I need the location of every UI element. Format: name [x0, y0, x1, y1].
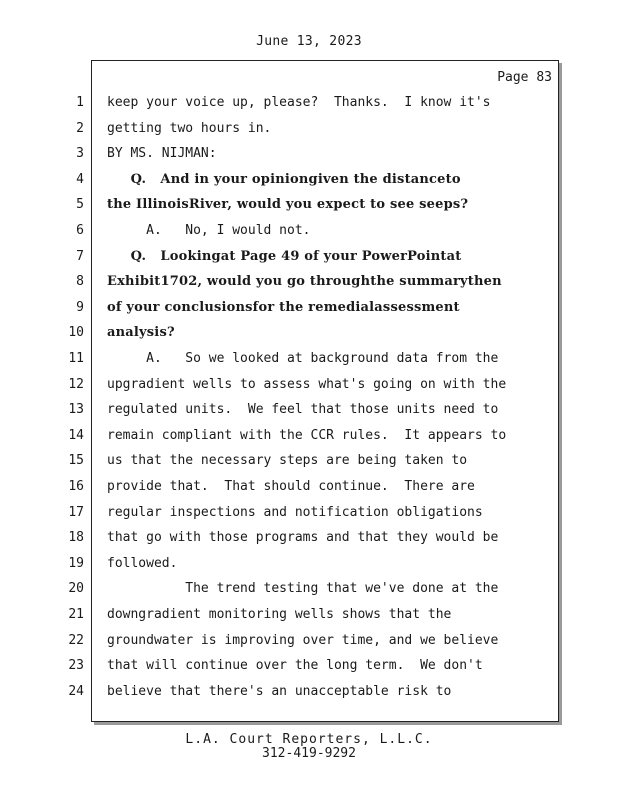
- transcript-line: The trend testing that we've done at the: [107, 581, 499, 596]
- question-line: Q. And in your opiniongiven the distanceto: [107, 172, 461, 187]
- transcript-line: us that the necessary steps are being taken to: [107, 453, 468, 468]
- transcript-line: regular inspections and notification obligations: [107, 505, 483, 520]
- line-number: 8: [76, 274, 84, 289]
- transcript-line: getting two hours in.: [107, 121, 272, 136]
- footer-company: L.A. Court Reporters, L.L.C.: [185, 732, 433, 747]
- transcript-line: A. No, I would not.: [107, 223, 311, 238]
- transcript-line: upgradient wells to assess what's going on with the: [107, 377, 507, 392]
- line-number: 17: [68, 505, 84, 520]
- line-number: 15: [68, 453, 84, 468]
- line-number: 24: [68, 684, 84, 699]
- question-line: Exhibit1702, would you go throughthe summarythen: [107, 274, 502, 289]
- transcript-line: downgradient monitoring wells shows that the: [107, 607, 452, 622]
- line-number: 19: [68, 556, 84, 571]
- line-number: 10: [68, 325, 84, 340]
- transcript-line: regulated units. We feel that those units need to: [107, 402, 499, 417]
- transcript-line: BY MS. NIJMAN:: [107, 146, 217, 161]
- question-line: of your conclusionsfor the remedialassessment: [107, 300, 460, 315]
- header-date: June 13, 2023: [256, 34, 362, 49]
- transcript-line: remain compliant with the CCR rules. It appears to: [107, 428, 507, 443]
- line-number: 14: [68, 428, 84, 443]
- transcript-line: keep your voice up, please? Thanks. I know it's: [107, 95, 491, 110]
- line-number: 22: [68, 633, 84, 648]
- line-number: 23: [68, 658, 84, 673]
- page-number: Page 83: [497, 70, 552, 85]
- line-number: 12: [68, 377, 84, 392]
- transcript-line: provide that. That should continue. There are: [107, 479, 475, 494]
- line-number: 20: [68, 581, 84, 596]
- line-number: 11: [68, 351, 84, 366]
- line-number: 6: [76, 223, 84, 238]
- line-number: 3: [76, 146, 84, 161]
- transcript-line: believe that there's an unacceptable risk to: [107, 684, 452, 699]
- line-number: 16: [68, 479, 84, 494]
- transcript-line: that will continue over the long term. We don't: [107, 658, 483, 673]
- line-number: 7: [76, 249, 84, 264]
- transcript-line: followed.: [107, 556, 178, 571]
- line-number: 2: [76, 121, 84, 136]
- line-number: 9: [76, 300, 84, 315]
- footer-phone: 312-419-9292: [262, 746, 356, 761]
- line-number: 1: [76, 95, 84, 110]
- transcript-line: that go with those programs and that they would be: [107, 530, 499, 545]
- line-number: 5: [76, 197, 84, 212]
- transcript-line: groundwater is improving over time, and we believe: [107, 633, 499, 648]
- line-number: 21: [68, 607, 84, 622]
- question-line: analysis?: [107, 325, 175, 340]
- question-line: Q. Lookingat Page 49 of your PowerPointat: [107, 249, 462, 264]
- line-number: 18: [68, 530, 84, 545]
- line-number: 4: [76, 172, 84, 187]
- question-line: the IllinoisRiver, would you expect to see seeps?: [107, 197, 469, 212]
- transcript-line: A. So we looked at background data from the: [107, 351, 499, 366]
- line-number: 13: [68, 402, 84, 417]
